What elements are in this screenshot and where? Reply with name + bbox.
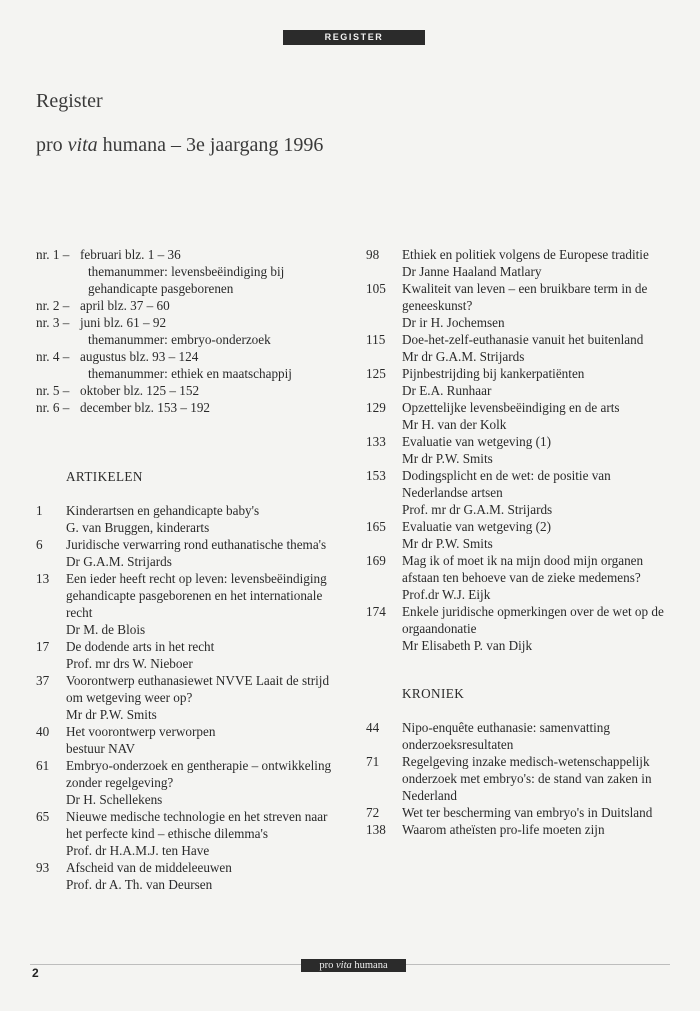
- kroniek-list: [366, 719, 666, 838]
- issue-theme: themanummer: levensbeëindiging bij gehandicapte pasgeborenen: [88, 264, 285, 296]
- footer-prefix: pro: [319, 960, 336, 971]
- article-entry: [36, 570, 344, 638]
- kroniek-title: Regelgeving inzake medisch-wetenschappelijk onderzoek met embryo's: de stand van zaken in Nederland: [402, 754, 652, 803]
- article-page: 1: [36, 503, 43, 518]
- article-entry: [366, 603, 666, 654]
- article-entry: [366, 331, 666, 365]
- issue-theme: themanummer: ethiek en maatschappij: [88, 366, 292, 381]
- article-author: Dr H. Schellekens: [66, 792, 163, 807]
- article-title: De dodende arts in het recht: [66, 639, 215, 654]
- kroniek-entry: [366, 804, 666, 821]
- issue-row: [36, 382, 344, 399]
- issue-theme: themanummer: embryo-onderzoek: [88, 332, 271, 347]
- issue-row: [36, 399, 344, 416]
- footer-badge: [301, 959, 406, 972]
- article-title: Juridische verwarring rond euthanatische thema's: [66, 537, 327, 552]
- article-title: Nieuwe medische technologie en het streven naar het perfecte kind – ethische dilemma's: [66, 809, 328, 841]
- issue-row: [36, 314, 344, 348]
- article-entry: [36, 536, 344, 570]
- article-page: 115: [366, 332, 386, 347]
- kroniek-title: Wet ter bescherming van embryo's in Duitsland: [402, 805, 653, 820]
- article-title: Kinderartsen en gehandicapte baby's: [66, 503, 260, 518]
- article-page: 169: [366, 553, 386, 568]
- kroniek-page: 138: [366, 822, 386, 837]
- article-entry: [366, 365, 666, 399]
- issue-row: [36, 348, 344, 382]
- article-author: Prof. mr drs W. Nieboer: [66, 656, 193, 671]
- article-author: Mr dr G.A.M. Strijards: [402, 349, 525, 364]
- left-column: [36, 246, 344, 893]
- kroniek-page: 71: [366, 754, 380, 769]
- articles-list-left: [36, 502, 344, 893]
- issue-pages: februari blz. 1 – 36: [80, 247, 181, 262]
- article-entry: [366, 399, 666, 433]
- kroniek-entry: [366, 821, 666, 838]
- article-entry: [36, 502, 344, 536]
- issue-number: nr. 3 –: [36, 315, 70, 330]
- article-page: 17: [36, 639, 50, 654]
- article-title: Kwaliteit van leven – een bruikbare term in de geneeskunst?: [402, 281, 648, 313]
- article-author: bestuur NAV: [66, 741, 135, 756]
- subtitle-suffix: humana – 3e jaargang 1996: [97, 134, 324, 156]
- article-title: Dodingsplicht en de wet: de positie van Nederlandse artsen: [402, 468, 611, 500]
- article-page: 153: [366, 468, 386, 483]
- right-column: [366, 246, 666, 838]
- issue-pages: december blz. 153 – 192: [80, 400, 211, 415]
- article-author: Dr ir H. Jochemsen: [402, 315, 505, 330]
- article-author: Mr dr P.W. Smits: [66, 707, 157, 722]
- kroniek-entry: [366, 753, 666, 804]
- footer-suffix: humana: [351, 960, 388, 971]
- article-author: Prof.dr W.J. Eijk: [402, 587, 491, 602]
- article-entry: [366, 552, 666, 603]
- article-page: 105: [366, 281, 386, 296]
- article-page: 98: [366, 247, 380, 262]
- issue-pages: augustus blz. 93 – 124: [80, 349, 199, 364]
- issue-number: nr. 2 –: [36, 298, 70, 313]
- issue-number: nr. 1 –: [36, 247, 70, 262]
- articles-list-right: [366, 246, 666, 654]
- article-entry: [36, 757, 344, 808]
- issue-pages: april blz. 37 – 60: [80, 298, 170, 313]
- kroniek-heading: KRONIEK: [402, 686, 465, 701]
- article-title: Mag ik of moet ik na mijn dood mijn organen afstaan ten behoeve van de zieke medemens?: [402, 553, 644, 585]
- kroniek-title: Waarom atheïsten pro-life moeten zijn: [402, 822, 605, 837]
- kroniek-title: Nipo-enquête euthanasie: samenvatting onderzoeksresultaten: [402, 720, 610, 752]
- article-page: 37: [36, 673, 50, 688]
- issue-row: [36, 246, 344, 297]
- issue-pages: juni blz. 61 – 92: [80, 315, 167, 330]
- article-author: Mr Elisabeth P. van Dijk: [402, 638, 533, 653]
- article-entry: [36, 723, 344, 757]
- section-header-badge: [283, 30, 425, 45]
- article-entry: [36, 808, 344, 859]
- article-page: 129: [366, 400, 386, 415]
- kroniek-page: 44: [366, 720, 380, 735]
- article-author: Dr Janne Haaland Matlary: [402, 264, 542, 279]
- article-title: Voorontwerp euthanasiewet NVVE Laait de strijd om wetgeving weer op?: [66, 673, 330, 705]
- article-author: Prof. dr A. Th. van Deursen: [66, 877, 213, 892]
- page-title: Register: [36, 90, 103, 112]
- article-entry: [36, 638, 344, 672]
- article-author: Mr dr P.W. Smits: [402, 536, 493, 551]
- article-title: Een ieder heeft recht op leven: levensbeëindiging gehandicapte pasgeborenen en het internationale recht: [66, 571, 327, 620]
- article-title: Evaluatie van wetgeving (1): [402, 434, 552, 449]
- article-title: Evaluatie van wetgeving (2): [402, 519, 552, 534]
- section-header-label: REGISTER: [324, 32, 384, 42]
- articles-heading: ARTIKELEN: [66, 469, 143, 484]
- article-entry: [366, 467, 666, 518]
- page-number: 2: [32, 966, 39, 980]
- issue-list: [36, 246, 344, 416]
- article-title: Pijnbestrijding bij kankerpatiënten: [402, 366, 585, 381]
- article-author: Prof. mr dr G.A.M. Strijards: [402, 502, 553, 517]
- article-author: Dr E.A. Runhaar: [402, 383, 492, 398]
- issue-row: [36, 297, 344, 314]
- article-author: G. van Bruggen, kinderarts: [66, 520, 210, 535]
- article-page: 65: [36, 809, 50, 824]
- article-title: Het voorontwerp verworpen: [66, 724, 216, 739]
- article-page: 174: [366, 604, 386, 619]
- article-page: 40: [36, 724, 50, 739]
- article-author: Dr M. de Blois: [66, 622, 146, 637]
- article-title: Enkele juridische opmerkingen over de wet op de orgaandonatie: [402, 604, 664, 636]
- article-title: Opzettelijke levensbeëindiging en de arts: [402, 400, 620, 415]
- article-title: Ethiek en politiek volgens de Europese traditie: [402, 247, 649, 262]
- article-author: Prof. dr H.A.M.J. ten Have: [66, 843, 210, 858]
- article-author: Mr dr P.W. Smits: [402, 451, 493, 466]
- article-entry: [366, 246, 666, 280]
- article-title: Embryo-onderzoek en gentherapie – ontwikkeling zonder regelgeving?: [66, 758, 332, 790]
- article-page: 133: [366, 434, 386, 449]
- issue-number: nr. 4 –: [36, 349, 70, 364]
- subtitle-prefix: pro: [36, 134, 68, 156]
- kroniek-entry: [366, 719, 666, 753]
- article-page: 6: [36, 537, 43, 552]
- issue-number: nr. 6 –: [36, 400, 70, 415]
- issue-number: nr. 5 –: [36, 383, 70, 398]
- footer-italic: vita: [336, 960, 352, 971]
- article-entry: [36, 859, 344, 893]
- article-entry: [366, 280, 666, 331]
- article-entry: [366, 433, 666, 467]
- article-page: 61: [36, 758, 50, 773]
- article-entry: [366, 518, 666, 552]
- page-subtitle: [36, 134, 323, 157]
- article-author: Mr H. van der Kolk: [402, 417, 507, 432]
- issue-pages: oktober blz. 125 – 152: [80, 383, 200, 398]
- article-page: 165: [366, 519, 386, 534]
- subtitle-italic: vita: [67, 134, 98, 156]
- article-entry: [36, 672, 344, 723]
- article-author: Dr G.A.M. Strijards: [66, 554, 172, 569]
- article-page: 93: [36, 860, 50, 875]
- article-title: Afscheid van de middeleeuwen: [66, 860, 232, 875]
- article-page: 125: [366, 366, 386, 381]
- article-title: Doe-het-zelf-euthanasie vanuit het buitenland: [402, 332, 644, 347]
- article-page: 13: [36, 571, 50, 586]
- kroniek-page: 72: [366, 805, 380, 820]
